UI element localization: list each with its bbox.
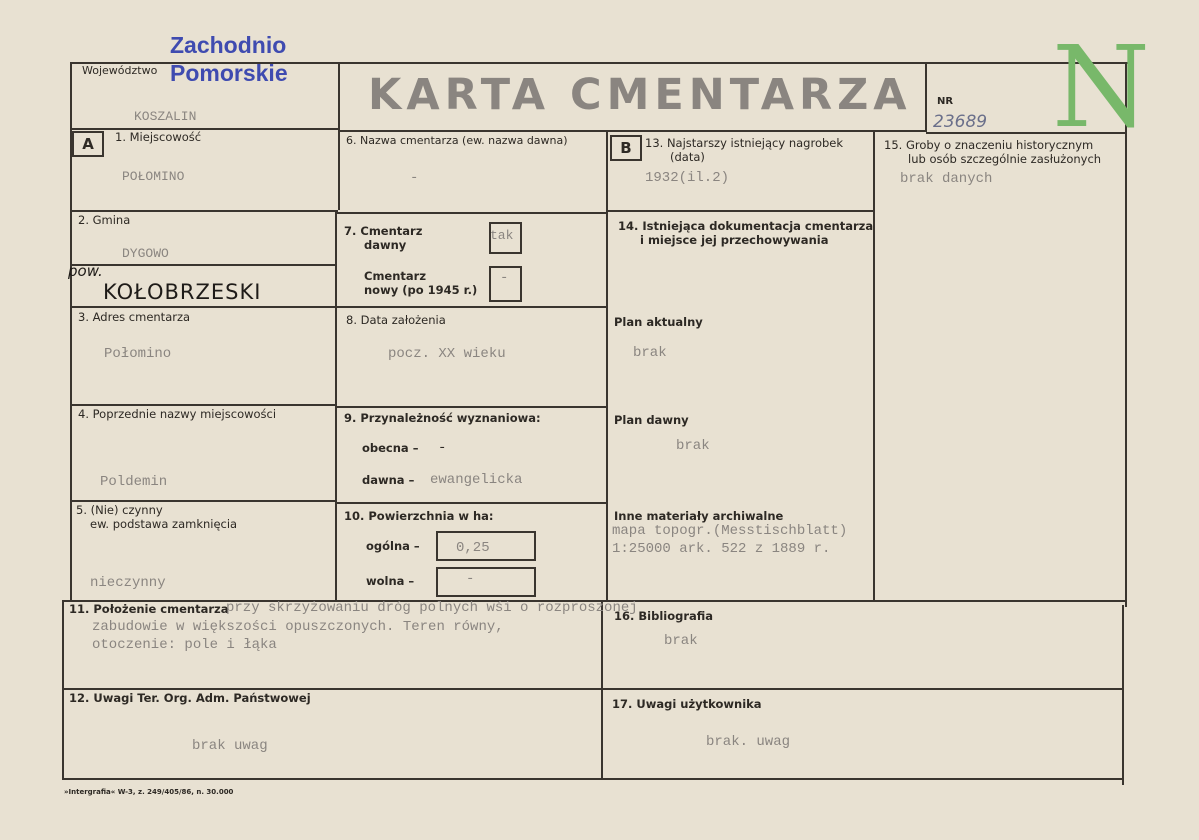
other-materials-value-1: mapa topogr.(Messtischblatt) (612, 523, 848, 539)
plan-current-label: Plan aktualny (614, 315, 703, 329)
f8-value: pocz. XX wieku (388, 346, 506, 362)
other-materials-value-2: 1:25000 ark. 522 z 1889 r. (612, 541, 831, 557)
f9-current-value: - (438, 440, 447, 456)
f12-value: brak uwag (192, 738, 268, 754)
row-11-bottom (62, 688, 1124, 690)
category-letter: N (1052, 23, 1150, 153)
f11-label: 11. Położenie cmentarza (69, 602, 229, 616)
section-b-marker: B (610, 135, 642, 161)
f10-total-label: ogólna – (366, 539, 420, 553)
wojewodztwo-label: Województwo (82, 64, 158, 77)
f7b-label-2: nowy (po 1945 r.) (364, 283, 478, 297)
col-divider-mid-b (606, 130, 608, 602)
f13-label-1: 13. Najstarszy istniejący nagrobek (645, 136, 844, 150)
a-line-1 (70, 210, 338, 212)
mid-line-4 (336, 502, 606, 504)
f13-value: 1932(il.2) (645, 170, 730, 186)
f10-free-value: - (466, 571, 475, 587)
pow-value: KOŁOBRZESKI (103, 280, 262, 304)
f10-total-value: 0,25 (456, 540, 490, 556)
col-divider-b-15 (873, 132, 875, 602)
wojewodztwo-value: KOSZALIN (134, 109, 197, 124)
f14-label-1: 14. Istniejąca dokumentacja cmentarza (618, 219, 874, 233)
plan-current-value: brak (633, 345, 667, 361)
f6-label: 6. Nazwa cmentarza (ew. nazwa dawna) (346, 134, 568, 147)
nr-value: 23689 (933, 112, 988, 132)
page-title: KARTA CMENTARZA (368, 70, 912, 120)
f2-value: DYGOWO (122, 246, 169, 261)
f7-value: tak (490, 228, 514, 243)
f3-label: 3. Adres cmentarza (78, 310, 191, 324)
f15-label-1: 15. Groby o znaczeniu historycznym (884, 138, 1094, 152)
printer-imprint: »Intergrafia« W-3, z. 249/405/86, n. 30.000 (64, 788, 234, 796)
mid-line-1 (336, 212, 606, 214)
frame-right-lower (1122, 605, 1124, 785)
mid-line-2 (336, 306, 606, 308)
f17-label: 17. Uwagi użytkownika (612, 697, 762, 711)
f12-label: 12. Uwagi Ter. Org. Adm. Państwowej (69, 691, 311, 705)
a-line-2 (70, 306, 336, 308)
f11-value-3: otoczenie: pole i łąka (92, 637, 277, 653)
f10-free-box (436, 567, 536, 597)
f5-value: nieczynny (90, 575, 166, 591)
f1-label: 1. Miejscowość (115, 130, 202, 144)
stamp-line-2: Pomorskie (170, 60, 288, 86)
f13-label-2: (data) (670, 150, 705, 164)
f4-value: Poldemin (100, 474, 168, 490)
f7b-value: - (500, 270, 509, 286)
header-divider-2 (925, 62, 927, 132)
f9-former-value: ewangelicka (430, 472, 523, 488)
bottom-col-divider (601, 602, 603, 778)
f14-label-2: i miejsce jej przechowywania (640, 233, 829, 247)
f2-label: 2. Gmina (78, 213, 131, 227)
a-line-3 (70, 404, 336, 406)
f15-label-2: lub osób szczególnie zasłużonych (908, 152, 1102, 166)
nr-label: NR (937, 96, 954, 107)
f17-value: brak. uwag (706, 734, 791, 750)
f7-label-1: 7. Cmentarz (344, 224, 423, 238)
section-a-marker: A (72, 131, 104, 157)
pow-label: pow. (68, 262, 103, 280)
f8-label: 8. Data założenia (346, 313, 446, 327)
f3-value: Połomino (104, 346, 172, 362)
f9-former-label: dawna – (362, 473, 415, 487)
stamp-line-1: Zachodnio (170, 32, 287, 58)
f4-label: 4. Poprzednie nazwy miejscowości (78, 407, 277, 421)
mid-line-3 (336, 406, 606, 408)
header-bottom-line-2 (338, 130, 926, 132)
header-bottom-line (70, 128, 338, 130)
plan-former-value: brak (676, 438, 710, 454)
b-line-1 (606, 210, 874, 212)
f9-label: 9. Przynależność wyznaniowa: (344, 411, 541, 425)
plan-former-label: Plan dawny (614, 413, 689, 427)
f10-free-label: wolna – (366, 574, 415, 588)
f1-value: POŁOMINO (122, 169, 185, 184)
f5-label-2: ew. podstawa zamknięcia (90, 517, 238, 531)
frame-bottom (62, 778, 1124, 780)
f16-label: 16. Bibliografia (614, 609, 714, 623)
f11-value-2: zabudowie w większości opuszczonych. Teren równy, (92, 619, 504, 635)
f7b-label-1: Cmentarz (364, 269, 427, 283)
header-divider-1 (338, 62, 340, 210)
other-materials-label: Inne materiały archiwalne (614, 509, 784, 523)
a-line-4 (70, 500, 336, 502)
a-line-pow-top (70, 264, 336, 266)
f9-current-label: obecna – (362, 441, 419, 455)
f6-value: - (410, 170, 419, 186)
f16-value: brak (664, 633, 698, 649)
f5-label-1: 5. (Nie) czynny (76, 503, 163, 517)
f10-label: 10. Powierzchnia w ha: (344, 509, 494, 523)
f11-value-1: przy skrzyżowaniu dróg polnych wśi o rozproszonej (226, 600, 638, 616)
f7-label-2: dawny (364, 238, 407, 252)
f15-value: brak danych (900, 171, 993, 187)
